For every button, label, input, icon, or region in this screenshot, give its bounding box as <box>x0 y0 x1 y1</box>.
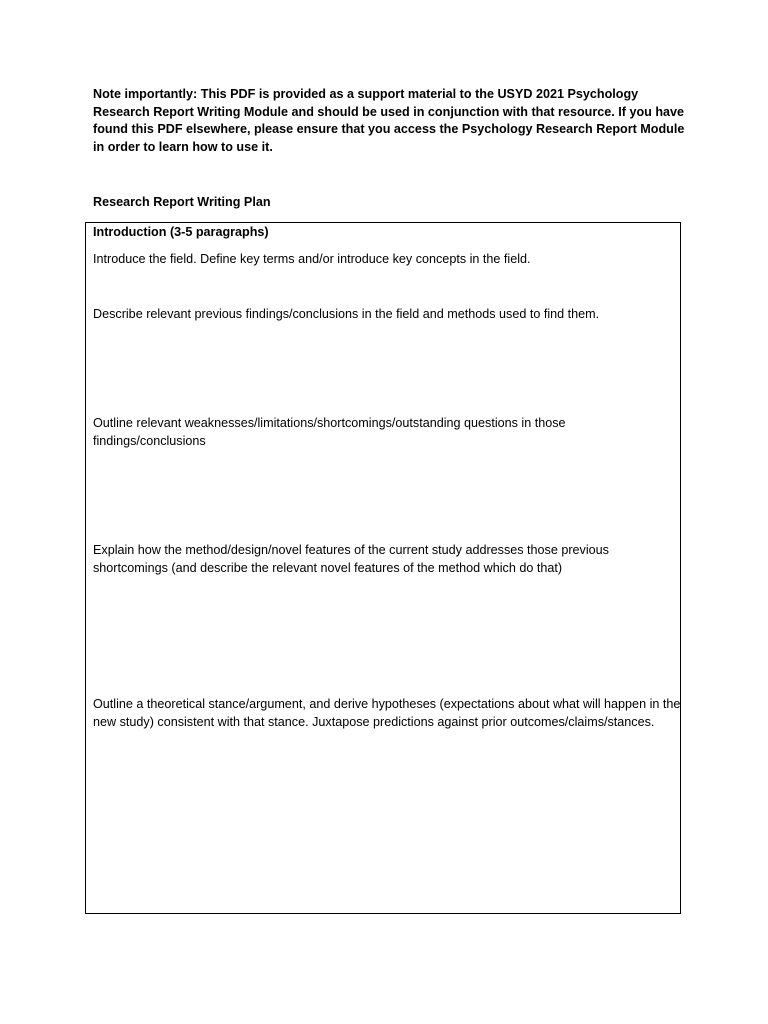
support-material-note: Note importantly: This PDF is provided as a support material to the USYD 2021 Psychology Research Report Writing Module and should be used in conjunction with that resource. If you have found this PDF elsewhere, please ensure that you access the Psychology Research Report Module in order to learn how to use it. <box>93 87 685 154</box>
introduction-heading: Introduction (3-5 paragraphs) <box>93 225 269 239</box>
prompt-previous-findings: Describe relevant previous findings/conclusions in the field and methods used to find them. <box>93 307 600 321</box>
prompt-weaknesses: Outline relevant weaknesses/limitations/shortcomings/outstanding questions in those findings/conclusions <box>93 416 566 448</box>
prompt-introduce-field: Introduce the field. Define key terms and/or introduce key concepts in the field. <box>93 252 531 266</box>
prompt-hypotheses: Outline a theoretical stance/argument, and derive hypotheses (expectations about what will happen in the new study) consistent with that stance. Juxtapose predictions against prior outcomes/claims/stances. <box>93 697 681 729</box>
prompt-current-study: Explain how the method/design/novel features of the current study addresses those previous shortcomings (and describe the relevant novel features of the method which do that) <box>93 543 609 575</box>
plan-title: Research Report Writing Plan <box>93 195 271 209</box>
